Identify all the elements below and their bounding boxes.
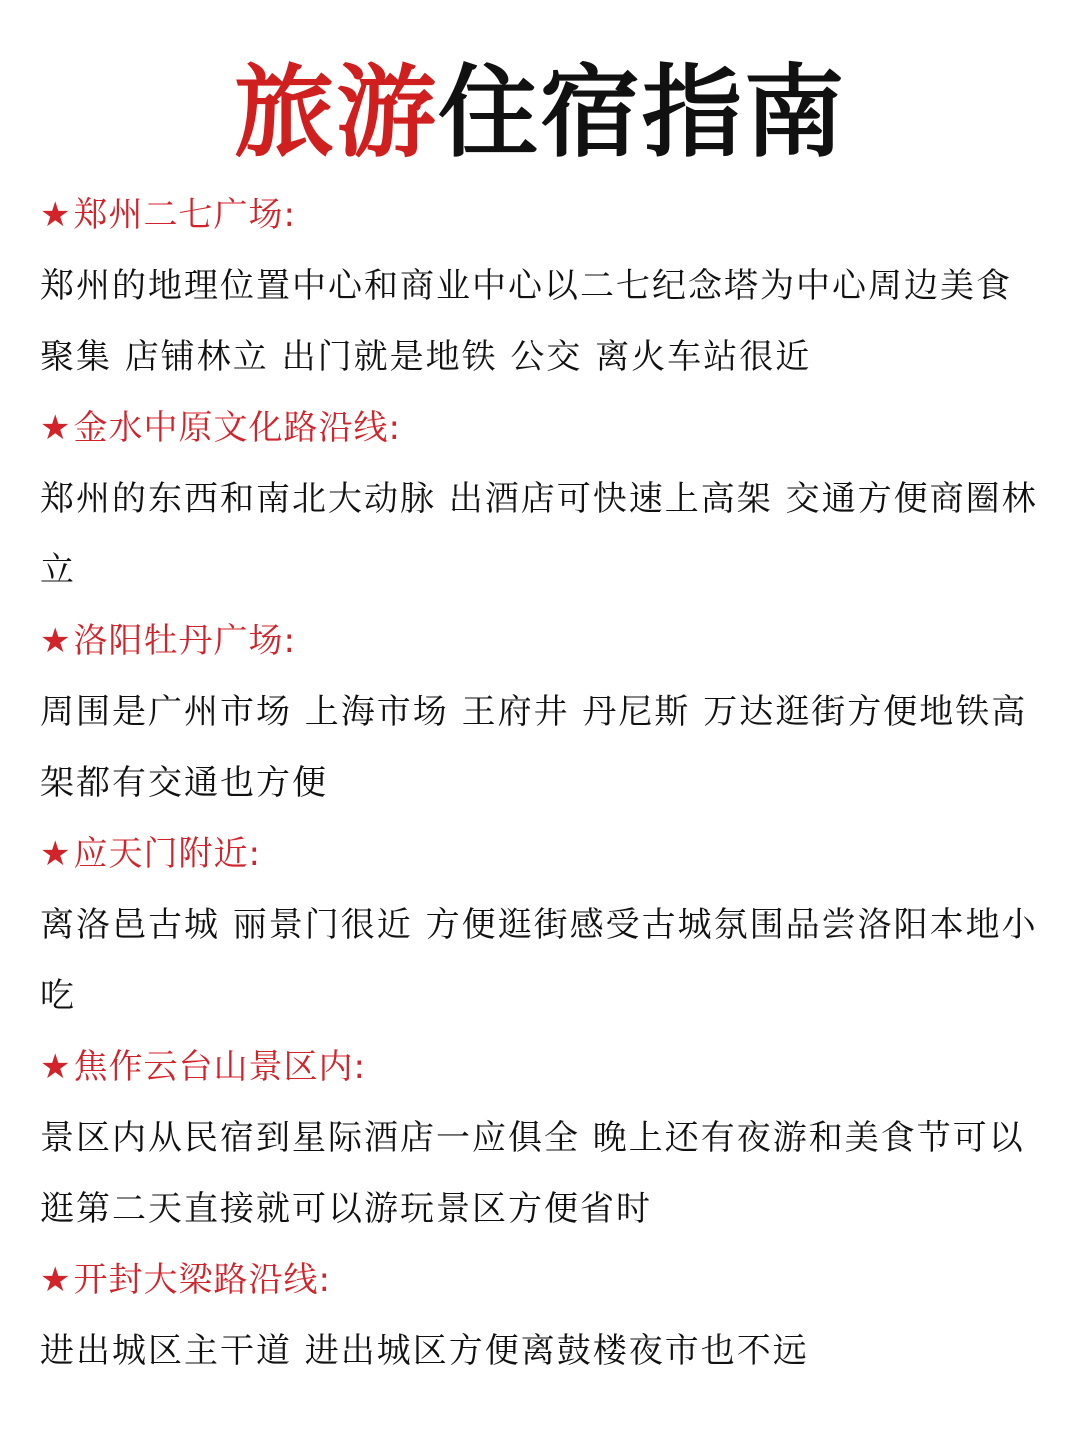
section-heading-text: 焦作云台山景区内: xyxy=(73,1047,366,1087)
section-heading-text: 洛阳牡丹广场: xyxy=(73,621,296,661)
section-heading-text: 郑州二七广场: xyxy=(73,195,296,235)
star-icon: ★ xyxy=(40,621,72,661)
star-icon: ★ xyxy=(40,408,72,448)
section-heading xyxy=(40,606,1040,677)
section-yingtianmen xyxy=(40,819,1040,1032)
section-heading xyxy=(40,1032,1040,1103)
section-description: 郑州的地理位置中心和商业中心以二七纪念塔为中心周边美食聚集 店铺林立 出门就是地铁 公交 离火车站很近 xyxy=(40,266,1012,377)
section-jiaozuo-yuntaishan xyxy=(40,1032,1040,1245)
star-icon: ★ xyxy=(40,195,72,235)
section-description: 郑州的东西和南北大动脉 出酒店可快速上高架 交通方便商圈林立 xyxy=(40,479,1038,590)
section-jinshui-zhongyuan xyxy=(40,393,1040,606)
section-heading-text: 应天门附近: xyxy=(73,834,261,874)
section-description: 离洛邑古城 丽景门很近 方便逛街感受古城氛围品尝洛阳本地小吃 xyxy=(40,905,1038,1016)
page-title-red-part: 旅游 xyxy=(234,54,438,171)
section-zhengzhou-erqi xyxy=(40,180,1040,393)
section-heading xyxy=(40,393,1040,464)
star-icon: ★ xyxy=(40,1260,72,1300)
section-heading-text: 开封大梁路沿线: xyxy=(73,1260,331,1300)
section-heading xyxy=(40,819,1040,890)
star-icon: ★ xyxy=(40,1047,72,1087)
guide-content xyxy=(40,180,1040,1387)
section-luoyang-mudan xyxy=(40,606,1040,819)
page-title xyxy=(0,54,1080,171)
section-kaifeng-daliang xyxy=(40,1245,1040,1387)
section-description: 景区内从民宿到星际酒店一应俱全 晚上还有夜游和美食节可以逛第二天直接就可以游玩景区方便省时 xyxy=(40,1118,1025,1229)
section-description: 进出城区主干道 进出城区方便离鼓楼夜市也不远 xyxy=(40,1331,809,1371)
section-heading xyxy=(40,180,1040,251)
section-description: 周围是广州市场 上海市场 王府井 丹尼斯 万达逛街方便地铁高架都有交通也方便 xyxy=(40,692,1028,803)
page-title-black-part: 住宿指南 xyxy=(438,54,846,171)
star-icon: ★ xyxy=(40,834,72,874)
section-heading-text: 金水中原文化路沿线: xyxy=(73,408,401,448)
section-heading xyxy=(40,1245,1040,1316)
